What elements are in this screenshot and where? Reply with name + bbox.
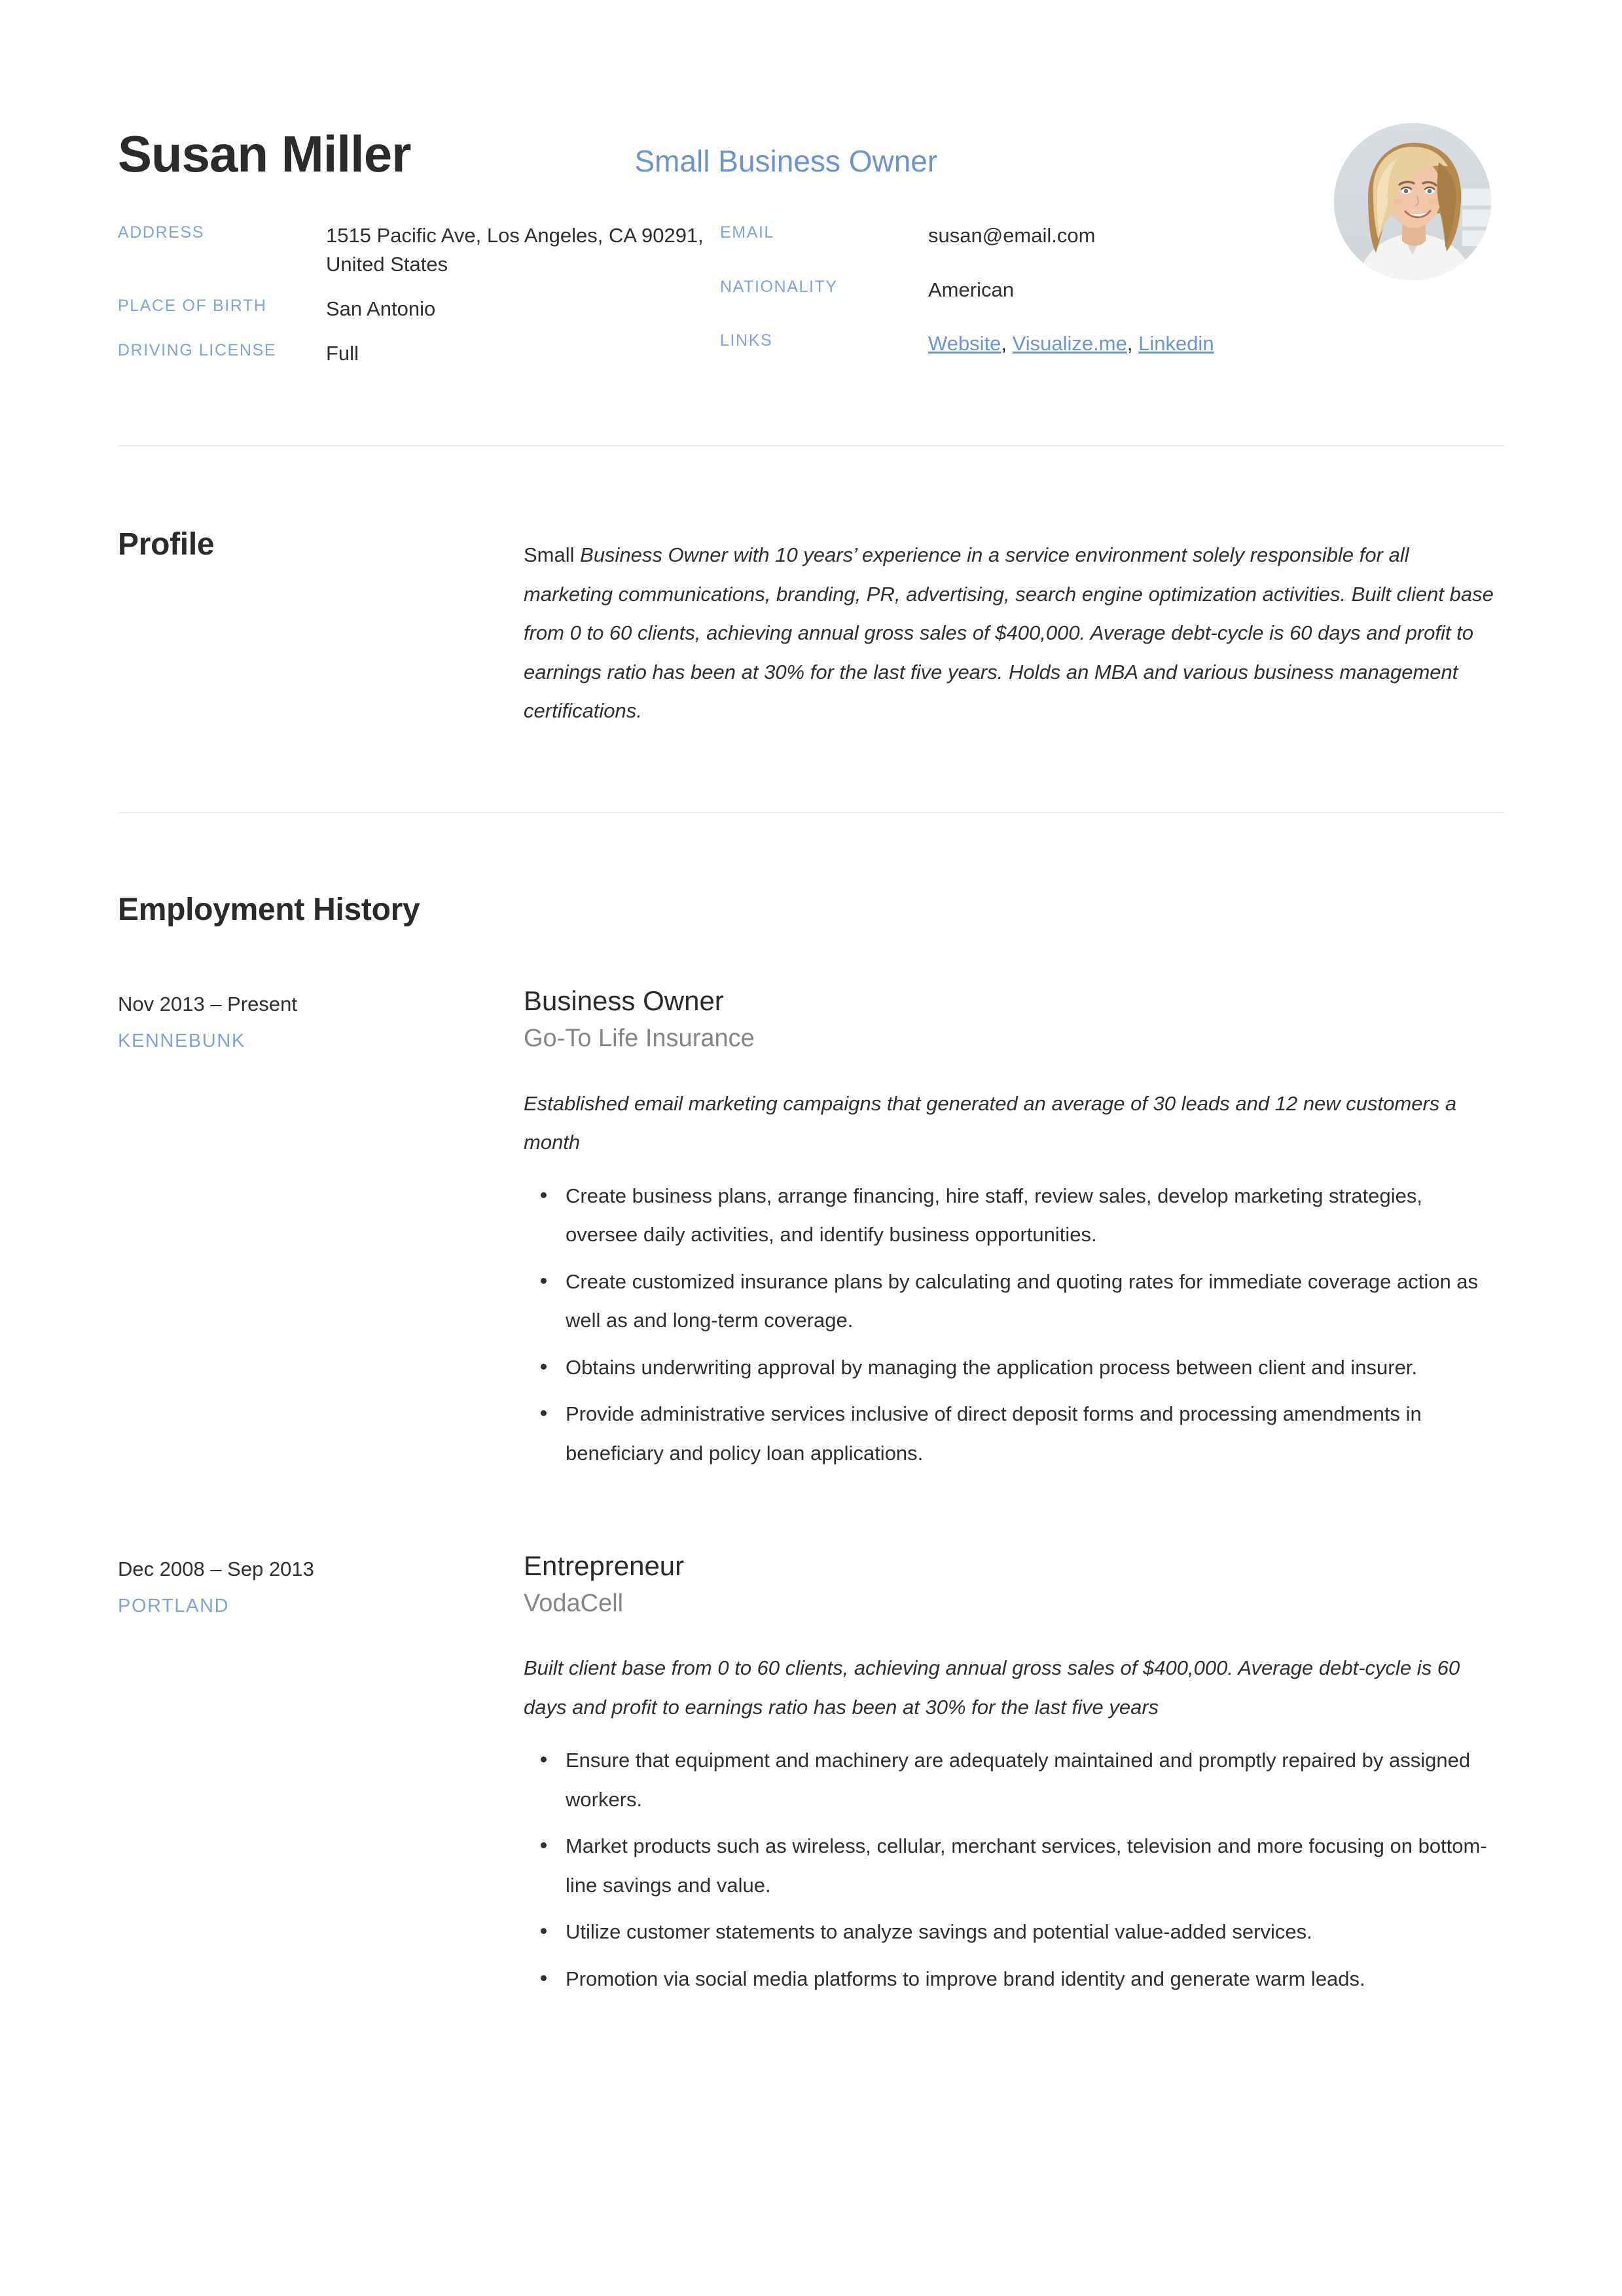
link-website[interactable]: Website [928,332,1001,355]
job-bullet-list [524,1741,1498,1998]
link-visualize-me[interactable]: Visualize.me [1012,332,1127,355]
job-location: KENNEBUNK [118,1030,245,1052]
contact-details-left [118,221,720,368]
detail-row-place-of-birth [118,295,720,323]
page-title: Susan Miller [118,125,411,183]
profile-body [524,528,1504,731]
job-meta [118,1548,524,1620]
contact-details [118,221,1504,368]
profile-body-text: Business Owner with 10 years’ experience in a service environment solely responsible for all marketing communications, branding, PR, advertising, search engine optimization activities. Built client base from 0 to 60 clients, achieving annual gross sales of $400,000. Average debt-cycle is 60 days and profit to earnings ratio has been at 30% for the last five years. Holds an MBA and various business management certifications. [524,543,1494,723]
detail-value-links [928,329,1492,358]
detail-value-nationality: American [928,278,1014,301]
job-bullet-list [524,1176,1498,1473]
name-title-row [118,125,1504,183]
job-content [524,1548,1504,1998]
employment-history-heading: Employment History [118,892,420,927]
job-entry [118,983,1504,1472]
detail-row-address [118,221,720,279]
detail-label-place-of-birth: PLACE OF BIRTH [118,297,267,316]
job-meta [118,983,524,1055]
job-content [524,983,1504,1472]
detail-row-nationality [720,276,1492,314]
detail-value-address: 1515 Pacific Ave, Los Angeles, CA 90291, United States [326,224,704,276]
job-role: Business Owner [524,985,724,1017]
job-dates: Nov 2013 – Present [118,993,298,1016]
detail-label-nationality: NATIONALITY [720,277,838,296]
resume-header [118,0,1504,183]
job-bullet: Ensure that equipment and machinery are adequately maintained and promptly repaired by assigned workers. [524,1741,1498,1819]
detail-value-place-of-birth: San Antonio [326,297,436,321]
link-linkedin[interactable]: Linkedin [1138,332,1214,355]
detail-label-email: EMAIL [720,223,775,242]
link-separator-1: , [1001,332,1013,355]
detail-row-links [720,329,1492,368]
profile-heading: Profile [118,527,215,562]
detail-value-email: susan@email.com [928,224,1096,247]
job-bullet: Create business plans, arrange financing, hire staff, review sales, develop marketing strategies, oversee daily activities, and identify business opportunities. [524,1176,1498,1254]
job-company: Go-To Life Insurance [524,1025,755,1053]
job-bullet: Provide administrative services inclusive of direct deposit forms and processing amendments in beneficiary and policy loan applications. [524,1394,1498,1472]
divider-header [118,445,1504,446]
link-separator-2: , [1126,332,1139,355]
job-bullet: Create customized insurance plans by calculating and quoting rates for immediate coverage action as well as and long-term coverage. [524,1262,1498,1340]
detail-row-driving-license [118,339,720,368]
job-bullet: Utilize customer statements to analyze savings and potential value-added services. [524,1912,1498,1952]
job-summary: Built client base from 0 to 60 clients, achieving annual gross sales of $400,000. Average debt-cycle is 60 days and profit to earnings ratio has been at 30% for the last five years [524,1656,1460,1719]
job-bullet: Obtains underwriting approval by managing the application process between client and insurer. [524,1348,1498,1387]
job-location: PORTLAND [118,1595,230,1617]
job-bullet: Promotion via social media platforms to improve brand identity and generate warm leads. [524,1959,1498,1999]
job-role: Entrepreneur [524,1550,685,1582]
header-job-title: Small Business Owner [634,144,938,178]
detail-value-driving-license: Full [326,342,359,365]
portrait-photo-icon [1334,123,1491,280]
profile-text [524,536,1498,731]
job-company: VodaCell [524,1589,624,1617]
divider-profile [118,812,1504,813]
job-entry [118,1548,1504,1998]
section-profile [118,528,1504,731]
detail-label-links: LINKS [720,331,773,350]
job-summary: Established email marketing campaigns that generated an average of 30 leads and 12 new customers a month [524,1091,1457,1154]
job-dates: Dec 2008 – Sep 2013 [118,1558,314,1581]
job-bullet: Market products such as wireless, cellular, merchant services, television and more focusing on bottom-line savings and value. [524,1827,1498,1904]
detail-label-driving-license: DRIVING LICENSE [118,341,277,360]
section-employment-history [118,893,1504,1999]
profile-lead-word: Small [524,543,581,567]
avatar [1334,123,1491,280]
detail-label-address: ADDRESS [118,223,205,242]
